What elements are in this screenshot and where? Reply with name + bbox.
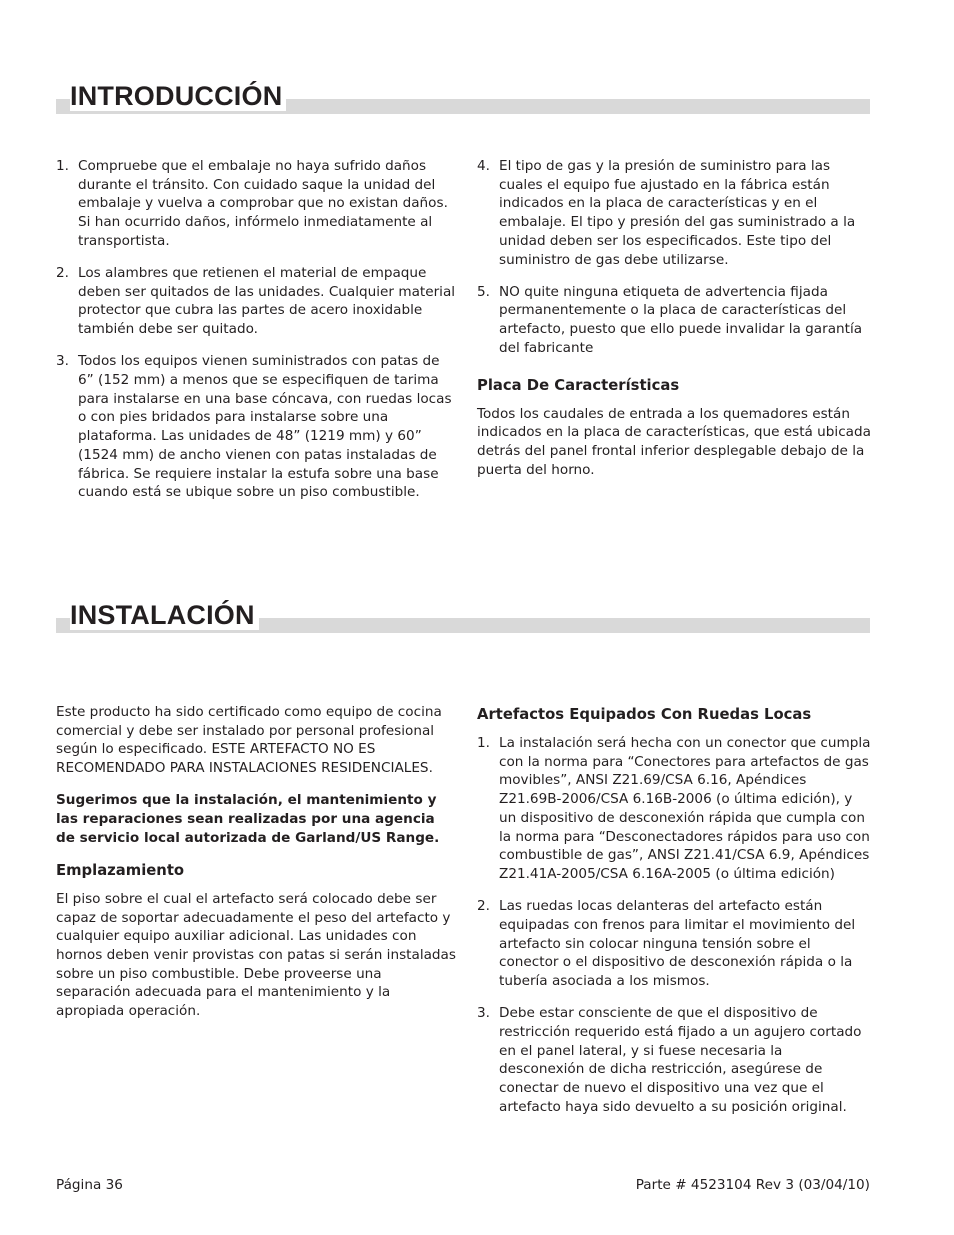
list-item-number: 1. xyxy=(56,158,69,174)
list-item xyxy=(56,264,456,339)
list-item xyxy=(477,157,871,269)
intro-left-list xyxy=(56,157,456,502)
install-intro-text: Este producto ha sido certificado como equipo de cocina comercial y debe ser instalado por personal profesional según lo especificado. ESTE ARTEFACTO NO ES RECOMENDADO PARA INSTALACIONES RESIDENCIALES. xyxy=(56,704,442,777)
list-item xyxy=(477,734,871,884)
list-item-text: La instalación será hecha con un conector que cumpla con la norma para “Conectores para artefactos de gas movibles”, ANSI Z21.69/CSA 6.16, Apéndices Z21.69B-2006/CSA 6.16B-2006 (o última edición), y un dispositivo de desconexión rápida que cumpla con la norma para “Desconectadores rápidos para uso con combustible de gas”, ANSI Z21.41/CSA 6.9, Apéndices Z21.41A-2005/CSA 6.16A-2005 (o última edición) xyxy=(499,735,871,882)
intro-left-column xyxy=(56,157,456,515)
list-item-number: 4. xyxy=(477,158,490,174)
list-item-text: Los alambres que retienen el material de empaque deben ser quitados de las unidades. Cualquier material protector que cubra las partes de acero inoxidable también debe ser quitado. xyxy=(78,265,456,338)
intro-right-list xyxy=(477,157,871,358)
list-item-text: Las ruedas locas delanteras del artefacto están equipadas con frenos para limitar el movimiento del artefacto sin colocar ninguna tensión sobre el conector o el dispositivo de desconexión rápida o la tubería asociada a los mismos. xyxy=(499,898,856,989)
page-number: Página 36 xyxy=(56,1177,123,1193)
casters-heading: Artefactos Equipados Con Ruedas Locas xyxy=(477,706,812,723)
list-item-text: NO quite ninguna etiqueta de advertencia fijada permanentemente o la placa de características del artefacto, puesto que ello puede invalidar la garantía del fabricante xyxy=(499,283,863,356)
list-item xyxy=(477,897,871,991)
install-right-column xyxy=(477,705,871,1130)
casters-list xyxy=(477,734,871,1116)
plate-text: Todos los caudales de entrada a los quemadores están indicados en la placa de características, que está ubicada detrás del panel frontal inferior desplegable debajo de la puerta del horno. xyxy=(477,405,871,478)
location-heading: Emplazamiento xyxy=(56,861,185,879)
list-item-text: Todos los equipos vienen suministrados con patas de 6” (152 mm) a menos que se especifiquen de tarima para instalarse en una base cóncava, con ruedas locas o con pies bridados para instalarse sobre una plataforma. Las unidades de 48” (1219 mm) y 60” (1524 mm) de ancho vienen con patas instaladas de fábrica. Se requiere instalar la estufa sobre una base cuando está se ubique sobre un piso combustible. xyxy=(78,353,452,501)
list-item-number: 5. xyxy=(477,283,490,300)
list-item xyxy=(477,1004,871,1116)
location-text: El piso sobre el cual el artefacto será colocado debe ser capaz de soportar adecuadamente el peso del artefacto y cualquier equipo auxiliar adicional. Las unidades con hornos deben venir provistas con patas si serán instaladas sobre un piso combustible. Debe proveerse una separación adecuada para el mantenimiento y la apropiada operación. xyxy=(56,890,456,1020)
install-left-column xyxy=(56,703,456,1034)
intro-right-column xyxy=(477,157,871,493)
install-title: INSTALACIÓN xyxy=(70,600,259,630)
list-item-text: Compruebe que el embalaje no haya sufrido daños durante el tránsito. Con cuidado saque la unidad del embalaje y vuelva a comprobar que no existan daños. Si han ocurrido daños, infórmelo inmediatamente al transportista. xyxy=(78,158,448,249)
list-item-number: 3. xyxy=(477,1005,490,1022)
list-item-text: El tipo de gas y la presión de suministro para las cuales el equipo fue ajustado en la fábrica están indicados en la placa de características y en el embalaje. El tipo y presión del gas suministrado a la unidad deben ser los especificados. Este tipo del suministro de gas debe utilizarse. xyxy=(499,158,856,268)
list-item xyxy=(56,157,456,251)
list-item-number: 2. xyxy=(56,265,69,282)
service-recommendation-text: Sugerimos que la instalación, el mantenimiento y las reparaciones sean realizadas por una agencia de servicio local autorizada de Garland/US Range. xyxy=(56,792,440,846)
list-item xyxy=(477,283,871,358)
plate-heading: Placa De Características xyxy=(477,376,680,394)
list-item-number: 1. xyxy=(477,735,490,751)
list-item xyxy=(56,352,456,502)
list-item-number: 2. xyxy=(477,898,490,915)
part-number: Parte # 4523104 Rev 3 (03/04/10) xyxy=(635,1177,870,1193)
list-item-text: Debe estar consciente de que el dispositivo de restricción requerido está fijado a un agujero cortado en el panel lateral, y si fuese necesaria la desconexión de dicha restricción, asegúrese de conectar de nuevo el dispositivo una vez que el artefacto haya sido devuelto a su posición original. xyxy=(499,1005,862,1115)
intro-title: INTRODUCCIÓN xyxy=(70,81,286,111)
list-item-number: 3. xyxy=(56,353,69,370)
